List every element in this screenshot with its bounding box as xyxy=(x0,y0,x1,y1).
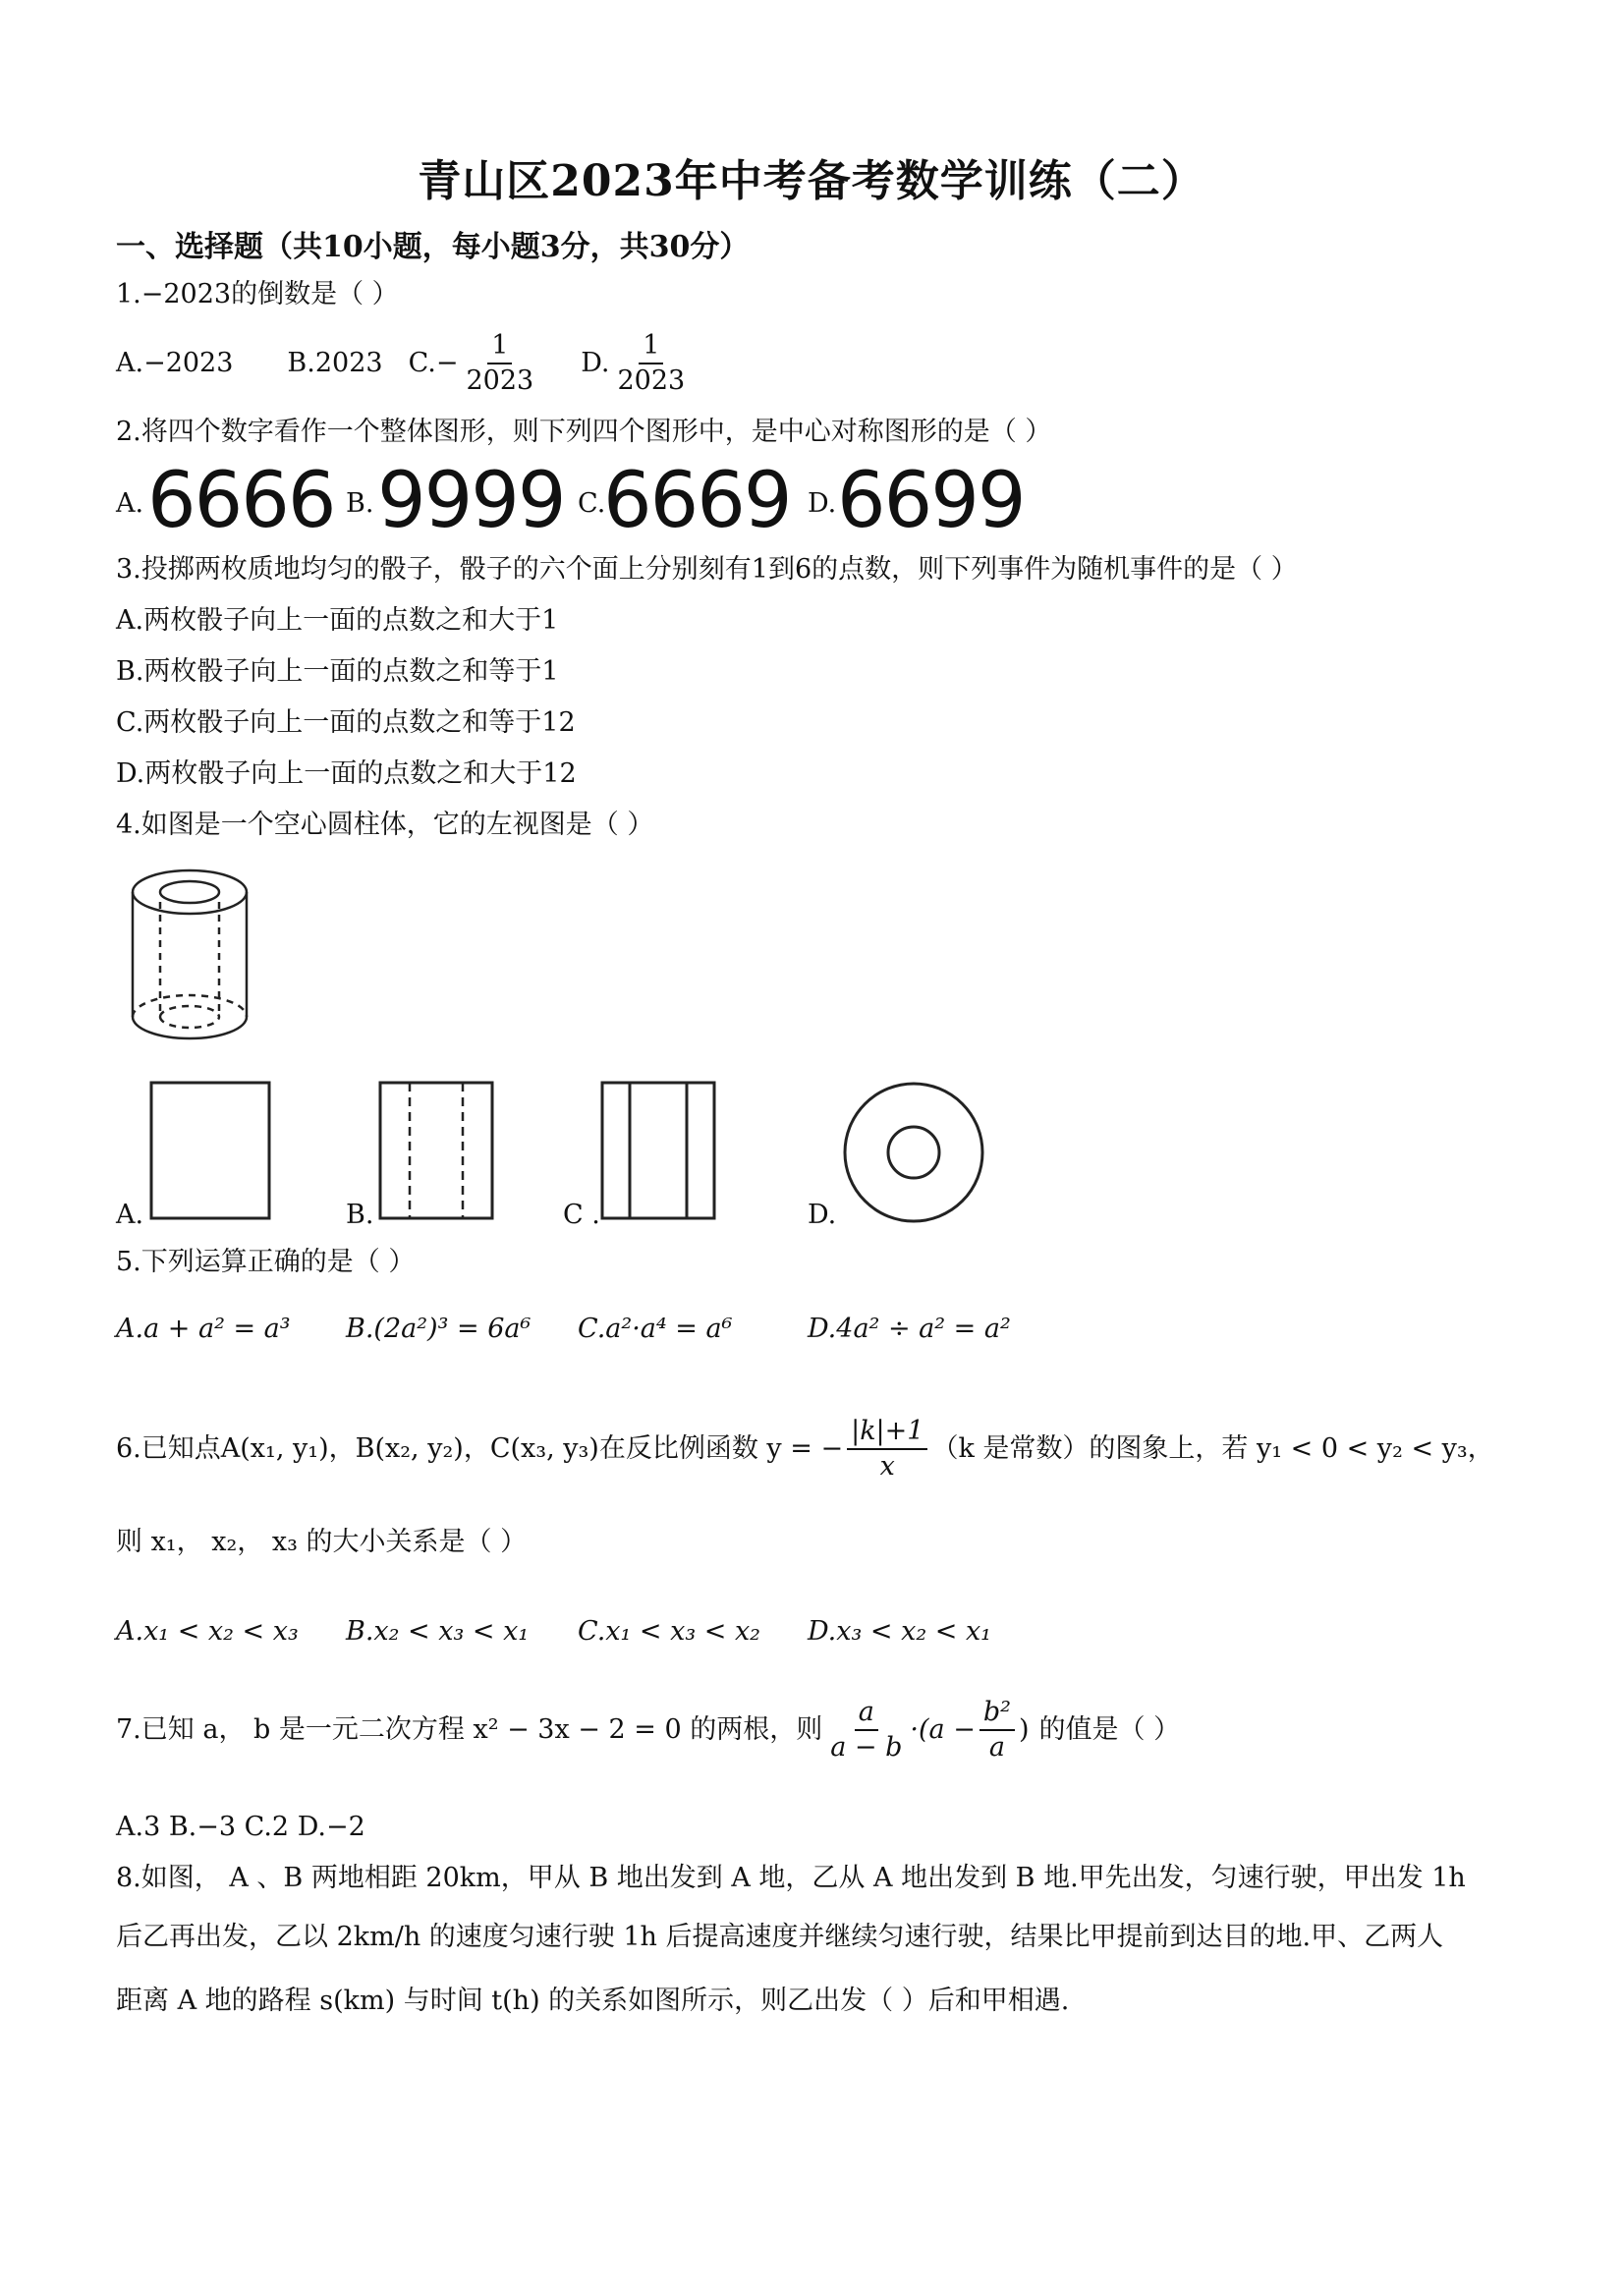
q5-option-d: D.4a² ÷ a² = a² xyxy=(808,1314,1011,1344)
q2-option-c-figure: 6669 xyxy=(603,457,791,545)
page-title: 青山区2023年中考备考数学训练（二） xyxy=(418,156,1205,206)
q1-stem: 1.−2023的倒数是（ ） xyxy=(116,279,399,309)
q6-option-d: D.x₃ < x₂ < x₁ xyxy=(808,1616,991,1647)
q3-option-b: B.两枚骰子向上一面的点数之和等于1 xyxy=(116,656,559,687)
fraction-denominator: a xyxy=(988,1732,1005,1763)
hollow-cylinder-figure xyxy=(123,865,260,1051)
q6-option-a: A.x₁ < x₂ < x₃ xyxy=(116,1616,299,1647)
q2-option-d-label: D. xyxy=(808,488,837,519)
q1-option-a: A.−2023 xyxy=(116,348,234,378)
q2-option-c-label: C. xyxy=(578,488,606,519)
q5-option-c: C.a²·a⁴ = a⁶ xyxy=(578,1314,733,1344)
q4-option-a-figure xyxy=(147,1079,275,1224)
q5-option-a: A.a + a² = a³ xyxy=(116,1314,291,1344)
q4-option-d-label: D. xyxy=(808,1200,837,1230)
q3-stem: 3.投掷两枚质地均匀的骰子，骰子的六个面上分别刻有1到6的点数，则下列事件为随机事件的是（ ） xyxy=(116,554,1298,585)
q1-options xyxy=(116,329,693,398)
q1-option-c: C.− xyxy=(408,348,459,378)
fraction-numerator: |k|+1 xyxy=(847,1415,927,1450)
section-heading: 一、选择题（共10小题，每小题3分，共30分） xyxy=(116,230,750,264)
q2-option-a-figure: 6666 xyxy=(147,457,335,545)
q2-option-d-figure: 6699 xyxy=(837,457,1025,545)
fraction-denominator: a − b xyxy=(830,1732,903,1763)
q3-option-a: A.两枚骰子向上一面的点数之和大于1 xyxy=(116,605,559,636)
q4-option-c-figure xyxy=(598,1079,720,1224)
q4-option-a-label: A. xyxy=(116,1200,144,1230)
q1-option-d: D. xyxy=(581,348,610,378)
q6-fraction xyxy=(847,1415,927,1484)
q6-stem-post: （k 是常数）的图象上，若 y₁ < 0 < y₂ < y₃， xyxy=(931,1433,1494,1464)
fraction-numerator: 1 xyxy=(639,329,663,364)
q3-option-c: C.两枚骰子向上一面的点数之和等于12 xyxy=(116,707,576,738)
q3-option-d: D.两枚骰子向上一面的点数之和大于12 xyxy=(116,758,577,789)
fraction-numerator: b² xyxy=(979,1696,1015,1731)
q8-line3: 距离 A 地的路程 s(km) 与时间 t(h) 的关系如图所示，则乙出发（ ）后和甲相遇. xyxy=(116,1986,1070,2016)
q1-option-d-fraction xyxy=(613,329,689,398)
q7-stem-pre: 7.已知 a， b 是一元二次方程 x² − 3x − 2 = 0 的两根，则 xyxy=(116,1714,823,1745)
q8-line1: 8.如图， A 、B 两地相距 20km，甲从 B 地出发到 A 地，乙从 A 地出发到 B 地.甲先出发，匀速行驶，甲出发 1h xyxy=(116,1863,1466,1893)
q7-stem-post: 的值是（ ） xyxy=(1038,1714,1181,1745)
q2-option-b-figure: 9999 xyxy=(377,457,565,545)
fraction-denominator: 2023 xyxy=(466,365,534,396)
fraction-numerator: 1 xyxy=(487,329,512,364)
q2-option-a-label: A. xyxy=(116,488,144,519)
q6-option-c: C.x₁ < x₃ < x₂ xyxy=(578,1616,761,1647)
q2-stem: 2.将四个数字看作一个整体图形，则下列四个图形中，是中心对称图形的是（ ） xyxy=(116,417,1052,447)
q6-stem-line2: 则 x₁， x₂， x₃ 的大小关系是（ ） xyxy=(116,1527,528,1557)
q7-fraction-2 xyxy=(979,1696,1015,1764)
q6-stem-pre: 6.已知点A(x₁, y₁)，B(x₂, y₂)，C(x₃, y₃)在反比例函数 y = − xyxy=(116,1433,844,1464)
q8-line2: 后乙再出发，乙以 2km/h 的速度匀速行驶 1h 后提高速度并继续匀速行驶，结果比甲提前到达目的地.甲、乙两人 xyxy=(116,1922,1444,1952)
q6-option-b: B.x₂ < x₃ < x₁ xyxy=(346,1616,530,1647)
q1-option-b: B.2023 xyxy=(287,348,383,378)
q4-stem: 4.如图是一个空心圆柱体，它的左视图是（ ） xyxy=(116,810,654,840)
q4-option-d-figure xyxy=(840,1079,987,1226)
q1-option-c-fraction xyxy=(462,329,537,398)
fraction-numerator: a xyxy=(855,1696,878,1731)
fraction-denominator: x xyxy=(879,1451,895,1482)
fraction-denominator: 2023 xyxy=(617,365,686,396)
q2-option-b-label: B. xyxy=(346,488,374,519)
q7-options: A.3 B.−3 C.2 D.−2 xyxy=(116,1812,365,1842)
q7-close-paren: ) xyxy=(1018,1714,1030,1745)
q7-middle: ·(a − xyxy=(910,1714,976,1745)
q7-fraction-1 xyxy=(826,1696,906,1764)
q4-option-b-label: B. xyxy=(346,1200,374,1230)
q5-option-b: B.(2a²)³ = 6a⁶ xyxy=(346,1314,532,1344)
q5-stem: 5.下列运算正确的是（ ） xyxy=(116,1247,416,1277)
q4-option-c-label: C . xyxy=(563,1200,600,1230)
q6-stem xyxy=(116,1415,1494,1484)
q4-option-b-figure xyxy=(376,1079,498,1224)
q7-stem xyxy=(116,1696,1180,1764)
